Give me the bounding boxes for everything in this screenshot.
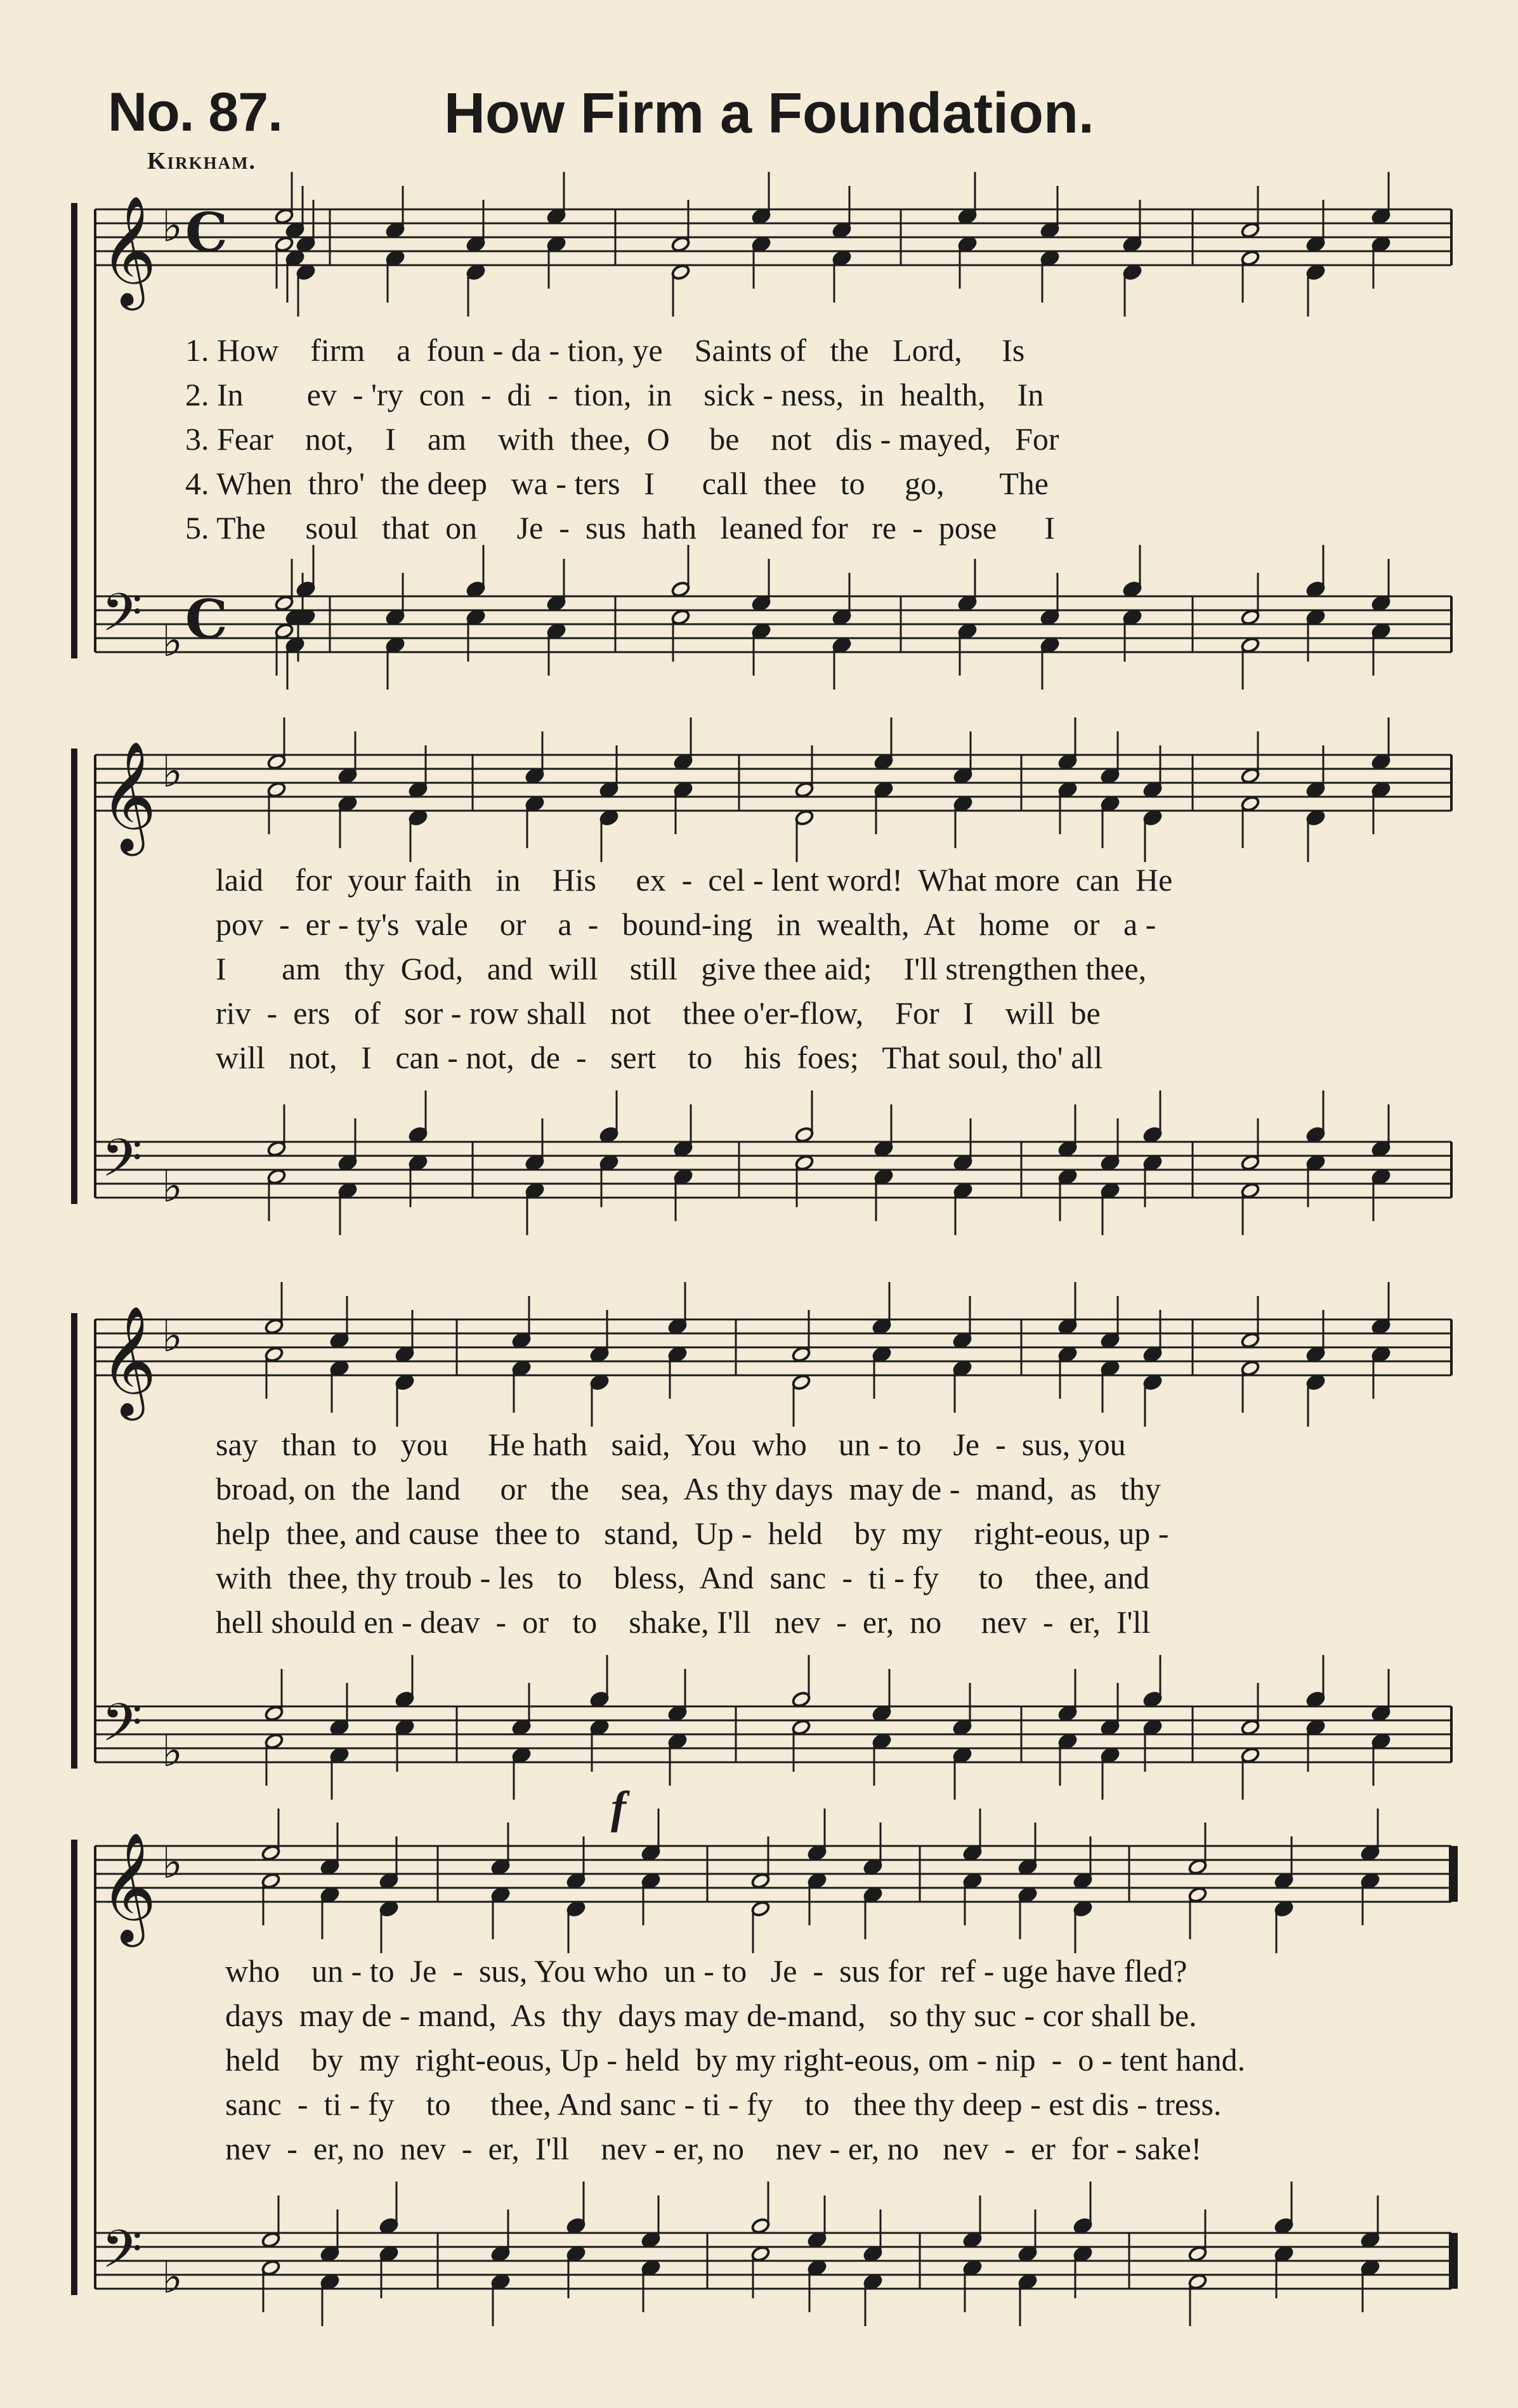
time-signature-icon: C	[185, 201, 228, 264]
treble-clef-icon: 𝄞	[100, 741, 157, 851]
lyric-line: laid for your faith in His ex - cel - lent word! What more can He	[216, 862, 1173, 898]
flat-icon: ♭	[162, 2251, 183, 2303]
lyric-line: days may de - mand, As thy days may de-mand, so thy suc - cor shall be.	[225, 1998, 1197, 2033]
lyric-line: 4. When thro' the deep wa - ters I call thee to go, The	[185, 466, 1049, 501]
hymn-title: How Firm a Foundation.	[444, 82, 1094, 145]
lyric-line: riv - ers of sor - row shall not thee o'er-flow, For I will be	[216, 995, 1101, 1031]
treble-clef-icon: 𝄞	[100, 1305, 157, 1416]
flat-icon: ♭	[162, 200, 183, 252]
system-brace	[71, 203, 77, 658]
lyric-line: nev - er, no nev - er, I'll nev - er, no nev - er, no nev - er for - sake!	[225, 2131, 1202, 2166]
treble-clef-icon: 𝄞	[100, 1832, 157, 1942]
flat-icon: ♭	[162, 745, 183, 797]
lyric-line: 5. The soul that on Je - sus hath leaned for re - pose I	[185, 510, 1056, 546]
bass-clef-icon: 𝄢	[101, 1127, 143, 1201]
flat-icon: ♭	[162, 615, 183, 667]
lyric-line: 1. How firm a foun - da - tion, ye Saints of the Lord, Is	[185, 332, 1025, 368]
lyric-line: broad, on the land or the sea, As thy days may de - mand, as thy	[216, 1471, 1161, 1507]
final-bar	[1449, 1846, 1458, 1902]
flat-icon: ♭	[162, 1310, 183, 1362]
flat-icon: ♭	[162, 1160, 183, 1212]
flat-icon: ♭	[162, 1725, 183, 1777]
lyric-line: help thee, and cause thee to stand, Up - held by my right-eous, up -	[216, 1515, 1169, 1551]
lyric-line: will not, I can - not, de - sert to his foes; That soul, tho' all	[216, 1040, 1103, 1075]
lyric-line: 3. Fear not, I am with thee, O be not dis - mayed, For	[185, 421, 1059, 457]
lyric-line: say than to you He hath said, You who un - to Je - sus, you	[216, 1427, 1126, 1462]
bass-clef-icon: 𝄢	[101, 582, 143, 656]
lyric-line: with thee, thy troub - les to bless, And sanc - ti - fy to thee, and	[216, 1560, 1149, 1595]
system-brace	[71, 749, 77, 1204]
lyric-line: I am thy God, and will still give thee aid; I'll strengthen thee,	[216, 951, 1147, 986]
bass-clef-icon: 𝄢	[101, 2218, 143, 2293]
flat-icon: ♭	[162, 1836, 183, 1888]
dynamic-marking: f	[611, 1782, 626, 1833]
lyric-line: hell should en - deav - or to shake, I'll nev - er, no nev - er, I'll	[216, 1604, 1151, 1640]
treble-clef-icon: 𝄞	[100, 195, 157, 306]
lyric-line: who un - to Je - sus, You who un - to Je - sus for ref - uge have fled?	[225, 1953, 1188, 1989]
system-brace	[71, 1840, 77, 2295]
system-brace	[71, 1313, 77, 1769]
lyric-line: 2. In ev - 'ry con - di - tion, in sick - ness, in health, In	[185, 377, 1044, 412]
lyric-line: held by my right-eous, Up - held by my right-eous, om - nip - o - tent hand.	[225, 2042, 1246, 2078]
bass-clef-icon: 𝄢	[101, 1692, 143, 1766]
lyric-line: sanc - ti - fy to thee, And sanc - ti - fy to thee thy deep - est dis - tress.	[225, 2086, 1222, 2122]
lyric-line: pov - er - ty's vale or a - bound-ing in wealth, At home or a -	[216, 906, 1156, 942]
time-signature-icon: C	[185, 588, 228, 651]
composer-credit: Kirkham.	[147, 148, 257, 174]
final-bar	[1449, 2233, 1458, 2289]
hymn-number: No. 87.	[108, 82, 282, 143]
